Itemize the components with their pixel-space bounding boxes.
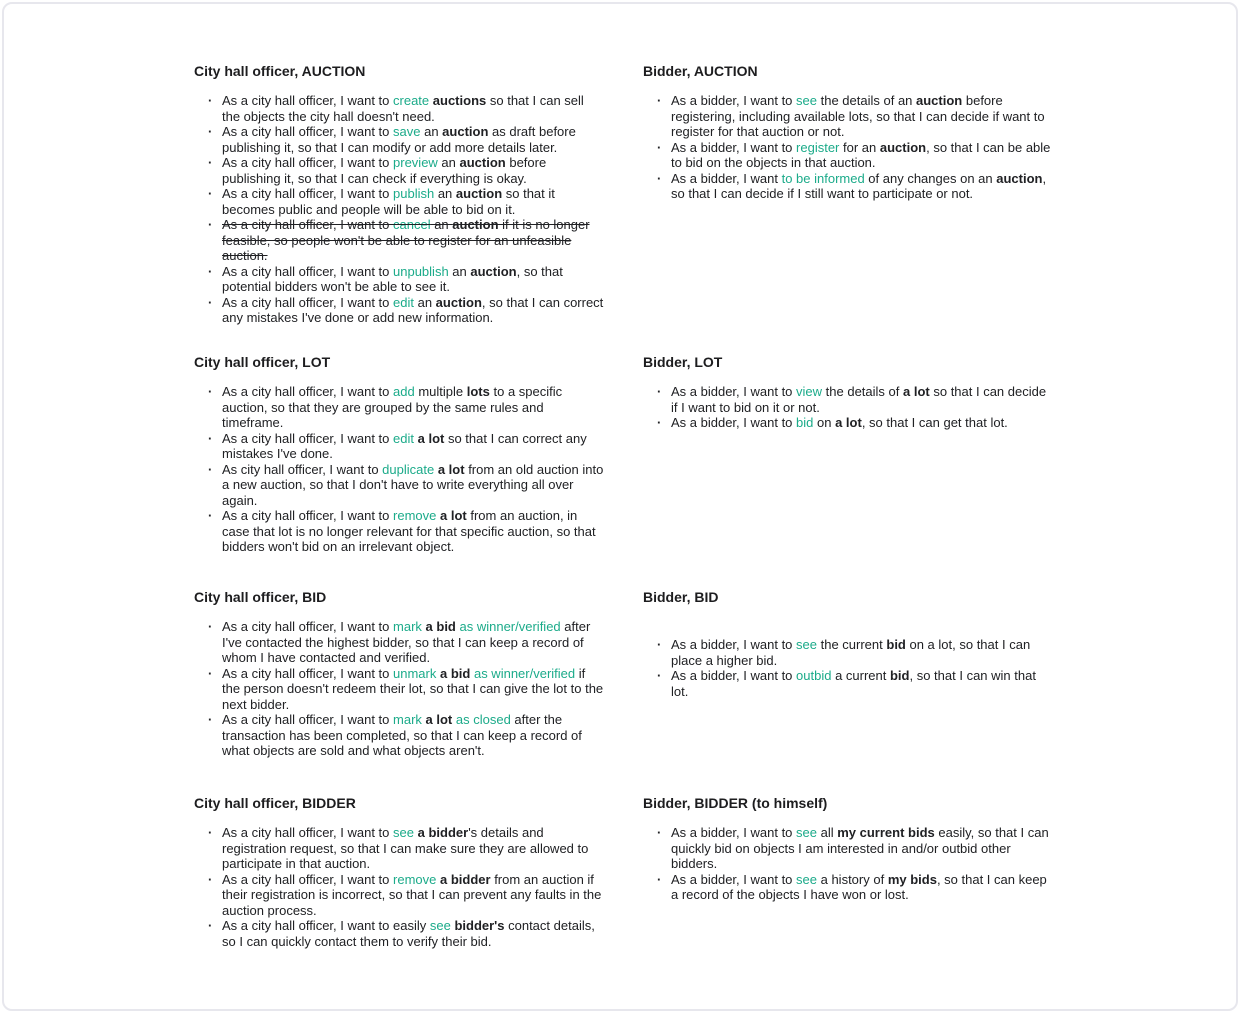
story-text: contact details, so I can quickly contact them to verify their bid. (222, 918, 595, 949)
user-story (194, 918, 604, 949)
story-text: for an (839, 139, 880, 155)
action-text: edit (393, 430, 414, 446)
story-text: As a city hall officer, I want to (222, 508, 394, 523)
story-text: a current (831, 668, 890, 683)
story-text: , so that I can decide if I still want to participate or not. (671, 170, 1047, 201)
story-text: the details of an (817, 93, 917, 108)
story-text: As a bidder, I want (671, 170, 782, 186)
story-text: As a city hall officer, I want to (222, 93, 394, 108)
action-text: outbid (796, 668, 832, 683)
story-text: so that I can correct any mistakes I've done. (222, 430, 587, 461)
section-title: City hall officer, AUCTION (194, 63, 366, 79)
story-list (643, 384, 1053, 431)
user-story (194, 264, 604, 295)
story-text: easily, so that I can quickly bid on objects I am interested in and/or outbid other bidders. (671, 825, 1049, 871)
story-text: As a city hall officer, I want to (222, 712, 394, 727)
action-text: cancel (393, 217, 431, 232)
action-text: mark (393, 712, 422, 727)
entity-text: bid (889, 668, 910, 683)
section-city-hall-officer-bid (194, 589, 604, 795)
user-story (194, 295, 604, 326)
story-text: from an auction, in case that lot is no longer relevant for that specific auction, so that bidders won't bid on an irrelevant object. (222, 508, 596, 554)
story-text: , so that I can correct any mistakes I've done or add new information. (222, 294, 604, 325)
story-text: As a city hall officer, I want to easily (222, 918, 430, 933)
story-text: an (413, 294, 436, 310)
section-title: City hall officer, LOT (194, 354, 331, 370)
story-text: on a lot, so that I can place a higher bid. (671, 637, 1031, 668)
story-text: As a bidder, I want to (671, 384, 797, 399)
action-text: remove (393, 508, 437, 523)
story-text: after the transaction has been completed, so that I can keep a record of what objects are sold and what objects aren't. (222, 712, 582, 758)
user-story (194, 155, 604, 186)
story-text: , so that potential bidders won't be able to see it. (222, 263, 563, 294)
story-text: As a city hall officer, I want to (222, 294, 394, 310)
story-text: an (420, 124, 443, 139)
action-text: add (393, 384, 415, 399)
entity-text: auction (459, 155, 506, 170)
story-text: As a city hall officer, I want to (222, 665, 394, 681)
section-title: Bidder, AUCTION (643, 63, 758, 79)
entity-text: my current bids (837, 825, 935, 840)
entity-text: my bids (887, 871, 937, 887)
entity-text: a lot (440, 508, 467, 523)
story-text: the current (817, 637, 887, 652)
action-text: bid (796, 415, 814, 430)
entity-text: a bid (440, 665, 471, 681)
story-text: As a city hall officer, I want to (222, 155, 394, 170)
user-story (643, 872, 1053, 903)
story-text: an (434, 186, 456, 201)
story-text: As a bidder, I want to (671, 871, 797, 887)
user-story (194, 666, 604, 713)
entity-text: a lot (903, 384, 930, 399)
user-story (194, 825, 604, 872)
action-text: remove (393, 871, 437, 887)
story-text: if the person doesn't redeem their lot, so that I can give the lot to the next bidder. (222, 665, 604, 712)
entity-text: auctions (432, 93, 487, 108)
story-list (643, 637, 1053, 699)
story-text: all (817, 825, 838, 840)
story-text: of any changes on an (864, 170, 997, 186)
action-text: edit (393, 294, 414, 310)
story-text: , so that I can be able to bid on the objects in that auction. (671, 139, 1051, 170)
story-text: As a city hall officer, I want to (222, 619, 394, 634)
story-text: to a specific auction, so that they are grouped by the same rules and timeframe. (222, 384, 563, 430)
entity-text: a bidder (440, 871, 491, 887)
story-text: an (430, 217, 453, 232)
story-text: 's details and registration request, so that I can make sure they are allowed to participate in that auction. (222, 825, 589, 871)
user-story (194, 508, 604, 555)
action-text: see (393, 825, 414, 840)
action-text: as winner/verified (473, 665, 576, 681)
story-text: on (813, 415, 836, 430)
story-text: As a bidder, I want to (671, 415, 797, 430)
action-text: unmark (393, 665, 437, 681)
user-story (194, 93, 604, 124)
action-text: see (429, 918, 451, 933)
action-text: publish (393, 186, 435, 201)
story-text: so that I can decide if I want to bid on it or not. (671, 384, 1047, 415)
action-text: unpublish (393, 263, 449, 279)
entity-text: a bid (425, 619, 456, 634)
action-text: to be informed (781, 170, 865, 186)
story-text: As city hall officer, I want to (222, 461, 383, 477)
action-text: mark (393, 619, 422, 634)
section-bidder-lot (643, 354, 1053, 589)
user-story (194, 431, 604, 462)
action-text: see (796, 871, 817, 887)
story-text: As a bidder, I want to (671, 825, 797, 840)
section-title: Bidder, BIDDER (to himself) (643, 795, 828, 811)
entity-text: auction (879, 139, 927, 155)
section-city-hall-officer-bidder (194, 795, 604, 949)
entity-text: auction (435, 294, 482, 310)
action-text: view (796, 384, 823, 399)
section-title: Bidder, BID (643, 589, 719, 605)
story-text: after I've contacted the highest bidder, so that I can keep a record of whom I have contacted and verified. (222, 619, 591, 665)
story-text: As a city hall officer, I want to (222, 186, 394, 201)
section-bidder-bidder (643, 795, 1053, 949)
story-text: an (437, 155, 460, 170)
story-text: multiple (414, 384, 467, 399)
user-story (643, 171, 1053, 202)
story-text: As a city hall officer, I want to (222, 217, 394, 232)
action-text: see (796, 637, 817, 652)
user-story (643, 140, 1053, 171)
section-title: Bidder, LOT (643, 354, 723, 370)
story-text: As a bidder, I want to (671, 93, 797, 108)
entity-text: lots (466, 384, 490, 399)
story-list (643, 93, 1053, 202)
story-text: from an old auction into a new auction, so that I don't have to write everything all over again. (222, 461, 604, 508)
story-text: As a city hall officer, I want to (222, 124, 394, 139)
story-text: As a bidder, I want to (671, 668, 797, 683)
section-city-hall-officer-auction (194, 63, 604, 354)
user-story (643, 825, 1053, 872)
story-list (194, 825, 604, 949)
user-story (643, 637, 1053, 668)
user-story (194, 619, 604, 666)
action-text: save (393, 124, 421, 139)
entity-text: auction (470, 263, 517, 279)
action-text: see (796, 93, 817, 108)
entity-text: a lot (437, 461, 465, 477)
section-title: City hall officer, BIDDER (194, 795, 356, 811)
user-story (643, 384, 1053, 415)
user-story (643, 668, 1053, 699)
action-text: duplicate (382, 461, 435, 477)
entity-text: a bidder (417, 825, 469, 840)
entity-text: bid (886, 637, 906, 652)
action-text: as winner/verified (459, 619, 561, 634)
action-text: register (796, 139, 840, 155)
story-text: the details of (822, 384, 903, 399)
user-story (643, 93, 1053, 140)
section-title: City hall officer, BID (194, 589, 327, 605)
story-text: before publishing it, so that I can check if everything is okay. (222, 155, 547, 186)
entity-text: auction (452, 217, 499, 232)
story-list (194, 93, 604, 326)
story-list (643, 825, 1053, 903)
entity-text: a lot (835, 415, 862, 430)
user-story (194, 124, 604, 155)
action-text: see (796, 825, 817, 840)
action-text: create (393, 93, 430, 108)
story-text: as draft before publishing it, so that I can modify or add more details later. (222, 124, 576, 155)
user-stories-grid (194, 63, 1053, 949)
action-text: preview (393, 155, 438, 170)
story-text: an (448, 263, 471, 279)
entity-text: a lot (425, 712, 453, 727)
entity-text: auction (442, 124, 489, 139)
user-story (194, 186, 604, 217)
story-text: As a city hall officer, I want to (222, 871, 394, 887)
entity-text: bidder's (454, 918, 505, 933)
story-text: so that it becomes public and people will be able to bid on it. (222, 186, 555, 217)
user-story (194, 384, 604, 431)
story-text: As a city hall officer, I want to (222, 384, 394, 399)
story-text: from an auction if their registration is incorrect, so that I can prevent any faults in the auction process. (222, 871, 602, 918)
story-list (194, 619, 604, 759)
entity-text: auction (455, 186, 503, 201)
story-text: so that I can sell the objects the city hall doesn't need. (222, 93, 584, 124)
story-text: As a city hall officer, I want to (222, 430, 394, 446)
section-city-hall-officer-lot (194, 354, 604, 589)
entity-text: auction (916, 93, 963, 108)
entity-text: a lot (417, 430, 445, 446)
user-story (194, 712, 604, 759)
story-text: As a bidder, I want to (671, 139, 797, 155)
entity-text: auction (996, 170, 1043, 186)
user-story (194, 462, 604, 509)
story-text: , so that I can get that lot. (861, 415, 1008, 430)
user-story (194, 217, 604, 264)
action-text: as closed (455, 712, 511, 727)
story-text: As a city hall officer, I want to (222, 825, 394, 840)
story-text: , so that I can win that lot. (671, 668, 1036, 699)
story-text: As a bidder, I want to (671, 637, 797, 652)
story-list (194, 384, 604, 555)
story-text: a history of (817, 871, 888, 887)
story-text: before registering, including available lots, so that I can decide if want to register for that auction or not. (671, 93, 1045, 139)
section-bidder-auction (643, 63, 1053, 354)
story-text: if it is no longer feasible, so people won't be able to register for an unfeasible auction. (222, 217, 590, 263)
section-bidder-bid (643, 589, 1053, 795)
story-text: As a city hall officer, I want to (222, 263, 394, 279)
user-story (194, 872, 604, 919)
user-story (643, 415, 1053, 431)
story-text: , so that I can keep a record of the objects I have won or lost. (671, 871, 1047, 902)
